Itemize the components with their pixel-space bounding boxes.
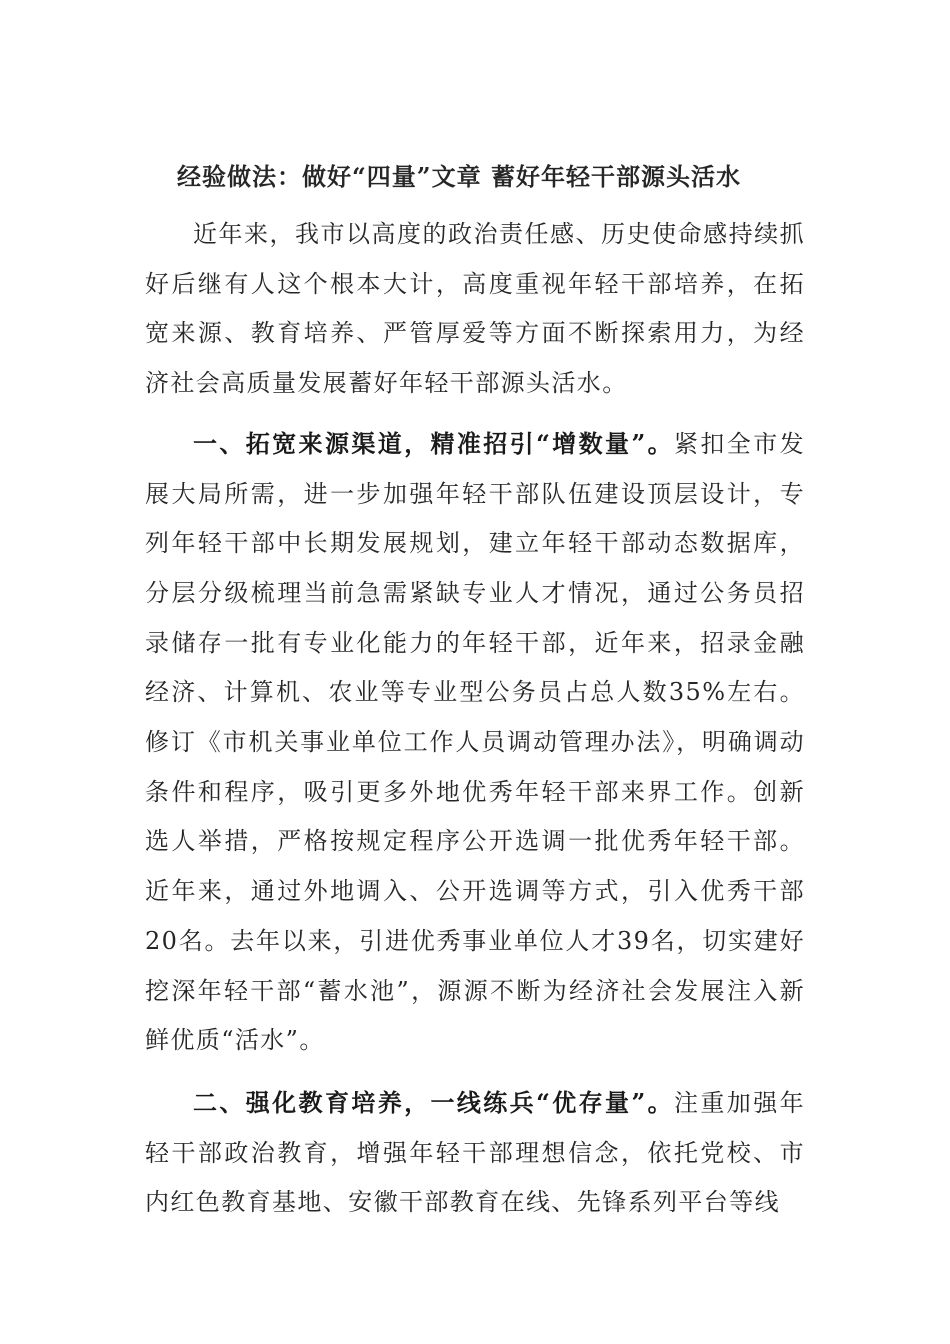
section-2-paragraph — [145, 1078, 805, 1228]
section-2-heading: 二、强化教育培养，一线练兵“优存量”。 — [193, 1087, 675, 1117]
section-2-body: 注重加强年轻干部政治教育，增强年轻干部理想信念，依托党校、市内红色教育基地、安徽干部教育在线、先锋系列平台等线 — [145, 1088, 805, 1217]
section-1-paragraph — [145, 419, 805, 1066]
section-1-heading: 一、拓宽来源渠道，精准招引“增数量”。 — [193, 428, 675, 458]
section-1-body: 紧扣全市发展大局所需，进一步加强年轻干部队伍建设顶层设计，专列年轻干部中长期发展规划，建立年轻干部动态数据库，分层分级梳理当前急需紧缺专业人才情况，通过公务员招录储存一批有专业化能力的年轻干部，近年来，招录金融经济、计算机、农业等专业型公务员占总人数35%左右。修订《市机关事业单位工作人员调动管理办法》，明确调动条件和程序，吸引更多外地优秀年轻干部来界工作。创新选人举措，严格按规定程序公开选调一批优秀年轻干部。近年来，通过外地调入、公开选调等方式，引入优秀干部20名。去年以来，引进优秀事业单位人才39名，切实建好挖深年轻干部“蓄水池”，源源不断为经济社会发展注入新鲜优质“活水”。 — [145, 429, 805, 1055]
document-page — [145, 150, 805, 1228]
document-title: 经验做法：做好“四量”文章 蓄好年轻干部源头活水 — [177, 162, 741, 191]
intro-paragraph: 近年来，我市以高度的政治责任感、历史使命感持续抓好后继有人这个根本大计，高度重视年轻干部培养，在拓宽来源、教育培养、严管厚爱等方面不断探索用力，为经济社会高质量发展蓄好年轻干部源头活水。 — [145, 220, 805, 398]
